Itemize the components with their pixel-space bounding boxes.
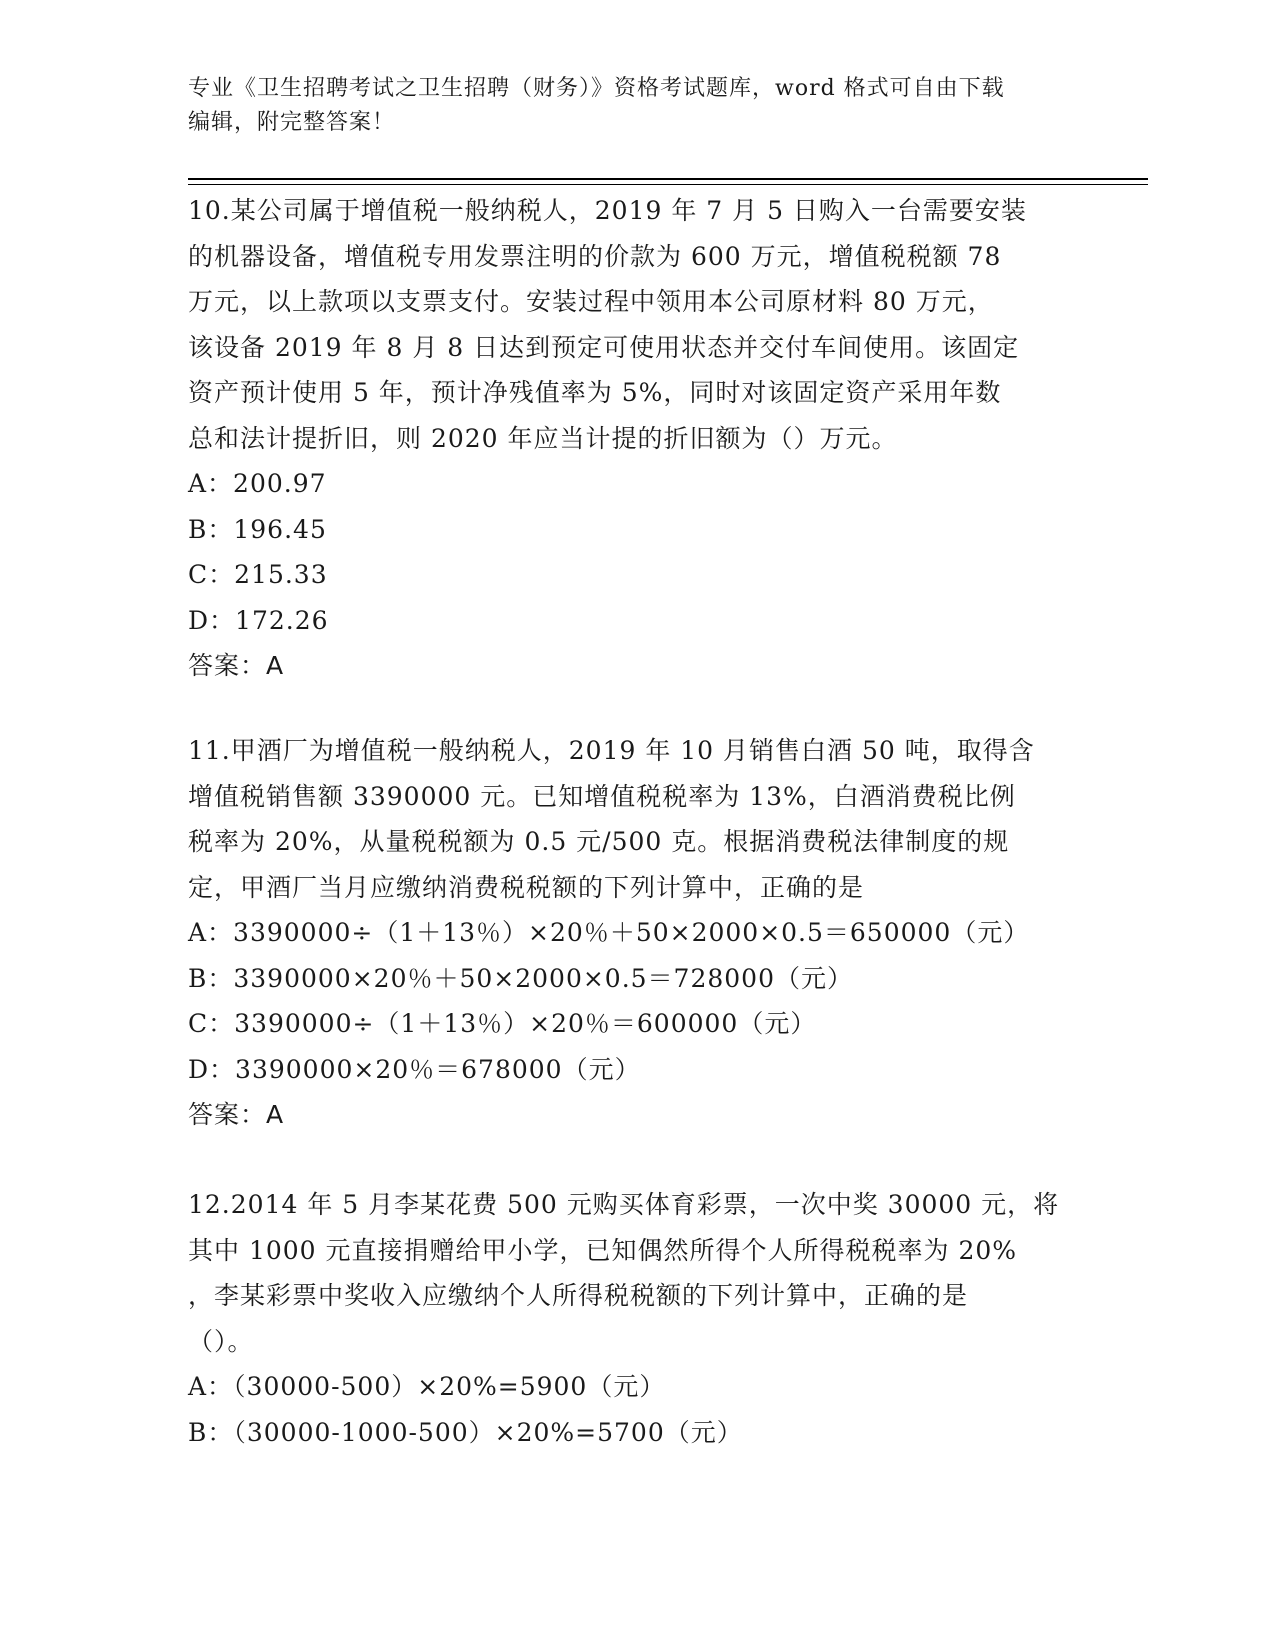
question-stem-line: 万元，以上款项以支票支付。安装过程中领用本公司原材料 80 万元， — [188, 287, 994, 316]
option-a: A：200.97 — [188, 469, 327, 498]
question-11 — [188, 728, 1088, 1138]
header-line-2: 编辑，附完整答案！ — [188, 110, 396, 135]
option-c: C：215.33 — [188, 560, 328, 589]
question-12 — [188, 1182, 1088, 1455]
option-d: D：3390000×20％＝678000（元） — [188, 1054, 641, 1084]
option-d: D：172.26 — [188, 605, 329, 635]
answer-line: 答案：A — [188, 1100, 285, 1129]
header-line-1: 专业《卫生招聘考试之卫生招聘（财务）》资格考试题库，word 格式可自由下载 — [188, 76, 1005, 101]
option-b: B：3390000×20％＋50×2000×0.5＝728000（元） — [188, 963, 853, 993]
question-stem-line: 的机器设备，增值税专用发票注明的价款为 600 万元，增值税税额 78 — [188, 241, 1002, 271]
option-a: A：3390000÷（1＋13％）×20％＋50×2000×0.5＝650000（元） — [188, 918, 1030, 947]
question-stem-line: 10.某公司属于增值税一般纳税人，2019 年 7 月 5 日购入一台需要安装 — [188, 196, 1027, 225]
question-stem-line: 资产预计使用 5 年，预计净残值率为 5%，同时对该固定资产采用年数 — [188, 378, 1002, 407]
question-stem-line: 税率为 20%，从量税税额为 0.5 元/500 克。根据消费税法律制度的规 — [188, 827, 1010, 856]
document-header — [188, 72, 1088, 140]
option-b: B：196.45 — [188, 514, 327, 544]
question-stem-line: 11.甲酒厂为增值税一般纳税人，2019 年 10 月销售白酒 50 吨，取得含 — [188, 736, 1035, 765]
question-stem-line: 该设备 2019 年 8 月 8 日达到预定可使用状态并交付车间使用。该固定 — [188, 332, 1020, 362]
question-stem-line: 其中 1000 元直接捐赠给甲小学，已知偶然所得个人所得税税率为 20% — [188, 1235, 1018, 1265]
question-stem-line: 增值税销售额 3390000 元。已知增值税税率为 13%，白酒消费税比例 — [188, 781, 1016, 811]
question-stem-line: 总和法计提折旧，则 2020 年应当计提的折旧额为（）万元。 — [188, 423, 898, 453]
header-divider-thin — [188, 184, 1148, 185]
option-b: B：（30000-1000-500）×20%=5700（元） — [188, 1417, 743, 1447]
question-stem-line: 12.2014 年 5 月李某花费 500 元购买体育彩票，一次中奖 30000 元，将 — [188, 1190, 1060, 1219]
header-divider-thick — [188, 178, 1148, 180]
question-10 — [188, 188, 1088, 689]
option-c: C：3390000÷（1＋13％）×20％＝600000（元） — [188, 1009, 817, 1038]
answer-line: 答案：A — [188, 651, 285, 680]
question-stem-line: （）。 — [188, 1326, 254, 1356]
question-stem-line: ，李某彩票中奖收入应缴纳个人所得税税额的下列计算中，正确的是 — [188, 1281, 969, 1310]
question-stem-line: 定，甲酒厂当月应缴纳消费税税额的下列计算中，正确的是 — [188, 872, 865, 902]
option-a: A：（30000-500）×20%=5900（元） — [188, 1372, 666, 1401]
